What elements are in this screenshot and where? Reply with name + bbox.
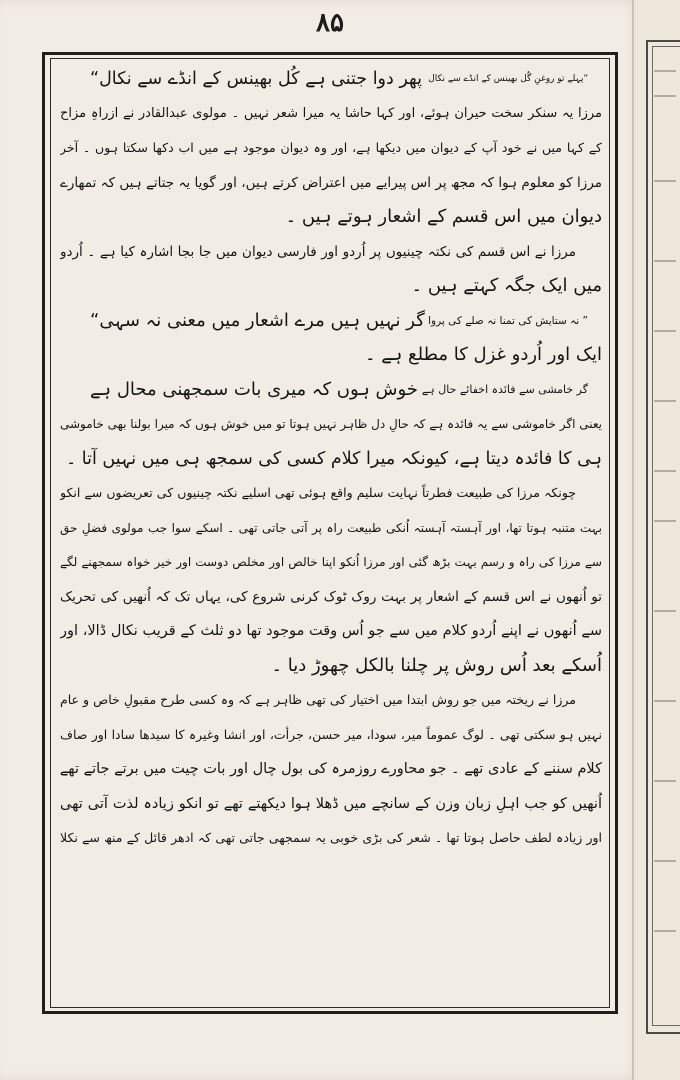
adjacent-page-text-fragment [654,610,676,612]
text-line: چونکہ مرزا کی طبیعت فطرتاً نہایت سلیم واقع ہوئی تھی اسلیے نکتہ چینیوں کی تعریضوں سے انکو [60,485,576,500]
adjacent-page-text-fragment [654,330,676,332]
adjacent-page-text-fragment [654,95,676,97]
body-text [60,62,602,856]
text-line: نہیں ہو سکتی تھی ۔ لوگ عموماً میر، سودا، میر حسن، جرأت، اور انشا وغیرہ کا سیدھا سادا اور صاف [60,726,602,742]
adjacent-page-text-fragment [654,400,676,402]
text-line: کلام سننے کے عادی تھے ۔ جو محاورے روزمرہ کی بول چال اور بات چیت میں برتے جاتے تھے [60,761,602,777]
adjacent-page-text-fragment [654,930,676,932]
text-line: مرزا نے ریختہ میں جو روش ابتدا میں اختیار کی تھی ظاہر ہے کہ وہ کسی طرح مقبولِ خاص و عام [60,692,576,707]
adjacent-page-text-fragment [654,470,676,472]
text-line: میں ایک جگہ کہتے ہیں ۔ [411,275,602,296]
verse-first-hemistich: ” نہ ستایش کی تمنا نہ صلے کی پروا [428,314,588,327]
text-line: یعنی اگر خاموشی سے یہ فائدہ ہے کہ حالِ دل ظاہر نہیں ہوتا تو میں خوش ہوں کہ میرا بولنا بھی خاموشی [60,417,602,431]
adjacent-page-text-fragment [654,700,676,702]
adjacent-page-text-fragment [654,520,676,522]
text-line: مرزا کو معلوم ہوا کہ مجھ پر اس پیرایے میں اعتراض کرتے ہیں، اور گویا یہ جتاتے ہیں کہ تمھارے [60,174,602,191]
text-line: اُنھیں کو جب اہلِ زبان وزن کے سانچے میں ڈھلا ہوا دیکھتے تھے تو انکو زیادہ لذت آتی تھی [60,795,602,812]
adjacent-page-text-fragment [654,260,676,262]
adjacent-page-text-fragment [654,180,676,182]
text-line: کے کہا میں نے خود آپ کے دیوان میں دیکھا ہے، اور وہ دیوان موجود ہے میں اب دکھا سکتا ہوں ۔ آخر [60,140,602,155]
text-line: مرزا نے اس قسم کی نکتہ چینیوں پر اُردو اور فارسی دیوان میں جا بجا اشارہ کیا ہے ۔ اُردو [60,243,576,260]
text-line: ایک اور اُردو غزل کا مطلع ہے ۔ [364,344,602,365]
adjacent-page-text-fragment [654,780,676,782]
verse-second-hemistich: پھر دوا جتنی ہے کُل بھینس کے انڈے سے نکال“ [90,69,422,89]
verse-second-hemistich: گر نہیں ہیں مرے اشعار میں معنی نہ سہی“ [90,309,425,331]
text-line: سے مرزا کی راہ و رسم بہت بڑھ گئی اور مرزا اُنکو اپنا خالص اور مخلص دوست اور خیر خواہ سمجھنے لگے [60,555,602,569]
text-line: تو اُنھوں نے اس قسم کے اشعار پر بہت روک ٹوک کرنی شروع کی، یہاں تک کہ اُنھیں کی تحریک [60,588,602,605]
adjacent-page-text-fragment [654,860,676,862]
page-number: ۸۵ [316,8,344,38]
text-line: مرزا یہ سنکر سخت حیران ہوئے، اور کہا حاشا یہ میرا شعر نہیں ۔ مولوی عبدالقادر نے ازراہِ مزاح [60,105,602,121]
verse-line [60,304,602,339]
verse-line [60,373,602,408]
text-line: دیوان میں اس قسم کے اشعار ہوتے ہیں ۔ [285,206,602,227]
verse-line [60,62,602,97]
verse-first-hemistich: گر خامشی سے فائدہ اخفائے حال ہے [421,382,588,396]
verse-first-hemistich: ”پہلے تو روغنِ گُل بھینس کے انڈے سے نکال [428,74,588,84]
text-line: بہت متنبہ ہوتا تھا، اور آہستہ آہستہ اُنکی طبیعت راہ پر آتی جاتی تھی ۔ اسکے سوا جب مولوی فضلِ حق [60,520,602,535]
text-line: اور زیادہ لطف حاصل ہوتا تھا ۔ شعر کی بڑی خوبی یہ سمجھی جاتی تھی کہ ادھر قائل کے منھ سے نکلا [60,830,602,845]
text-line: اُسکے بعد اُس روش پر چلنا بالکل چھوڑ دیا ۔ [271,654,602,676]
adjacent-page-text-fragment [654,70,676,72]
text-line: سے اُنھوں نے اپنے اُردو کلام میں سے جو اُس وقت موجود تھا دو ثلث کے قریب نکال ڈالا، اور [60,623,602,639]
adjacent-page-border-inner [652,46,680,1026]
verse-second-hemistich: خوش ہوں کہ میری بات سمجھنی محال ہے [90,378,418,400]
text-line: ہی کا فائدہ دیتا ہے، کیونکہ میرا کلام کسی کی سمجھ ہی میں نہیں آتا ۔ [65,448,602,469]
adjacent-page-edge [632,0,680,1080]
